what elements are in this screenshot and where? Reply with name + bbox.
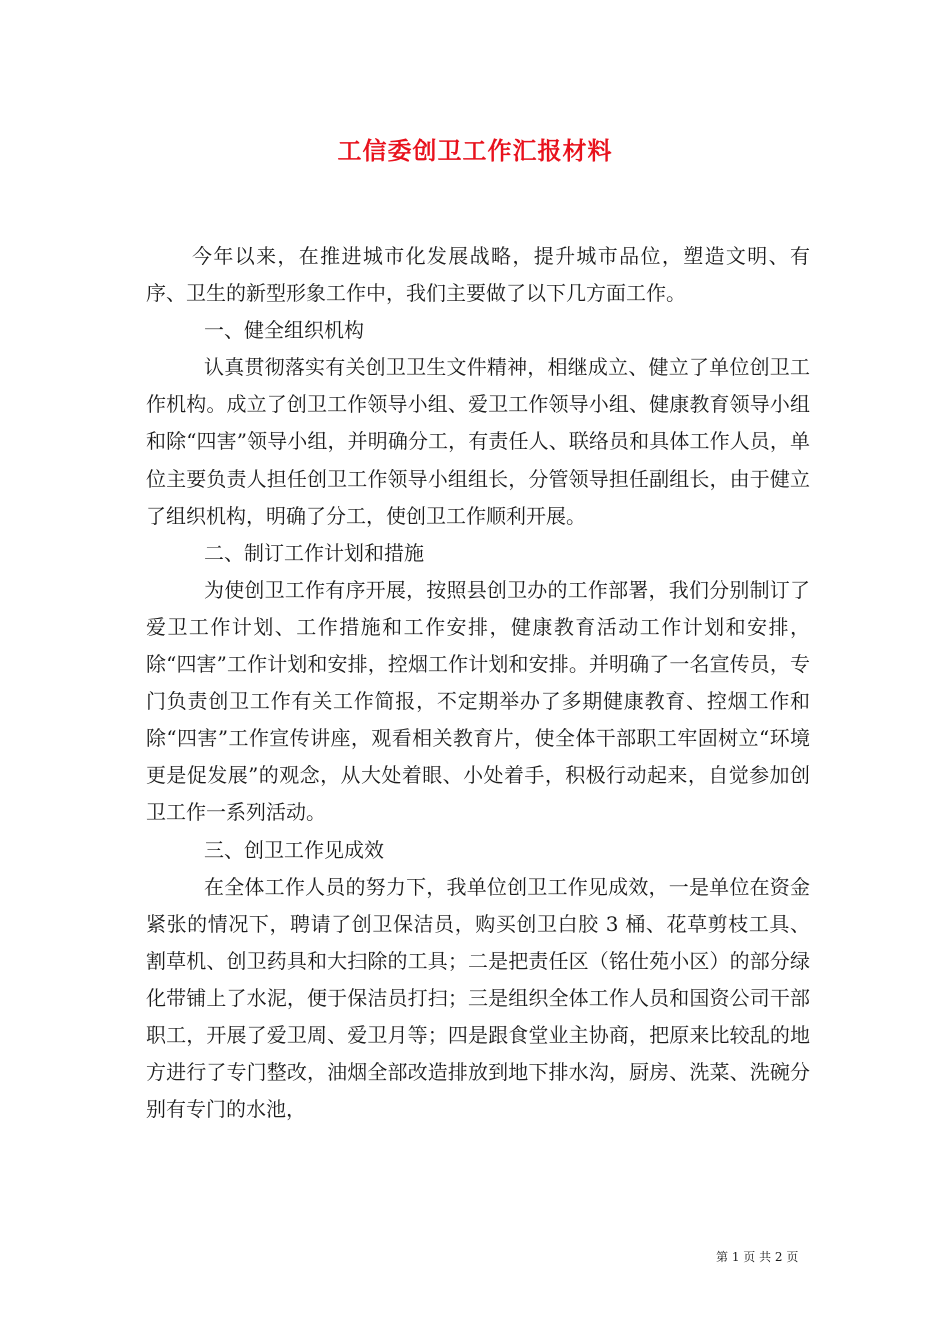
- page-title: 工信委创卫工作汇报材料: [337, 136, 613, 165]
- section-body-2: 为使创卫工作有序开展，按照县创卫办的工作部署，我们分别制订了爱卫工作计划、工作措施和工作安排，健康教育活动工作计划和安排，除“四害”工作计划和安排，控烟工作计划和安排。并明确了一名宣传员，专门负责创卫工作有关工作简报，不定期举办了多期健康教育、控烟工作和除“四害”工作宣传讲座，观看相关教育片，使全体干部职工牢固树立“环境更是促发展”的观念，从大处着眼、小处着手，积极行动起来，自觉参加创卫工作一系列活动。: [146, 577, 810, 825]
- section-body-1: 认真贯彻落实有关创卫卫生文件精神，相继成立、健立了单位创卫工作机构。成立了创卫工作领导小组、爱卫工作领导小组、健康教育领导小组和除“四害”领导小组，并明确分工，有责任人、联络员和具体工作人员，单位主要负责人担任创卫工作领导小组组长，分管领导担任副组长，由于健立了组织机构，明确了分工，使创卫工作顺利开展。: [146, 355, 810, 528]
- document-body: [146, 238, 810, 1128]
- section-heading-3: 三、创卫工作见成效: [204, 837, 384, 862]
- section-heading-2: 二、制订工作计划和措施: [204, 540, 424, 565]
- page-number-footer: 第 1 页 共 2 页: [716, 1250, 799, 1264]
- section-heading-1: 一、健全组织机构: [204, 318, 364, 343]
- intro-paragraph: 今年以来，在推进城市化发展战略，提升城市品位，塑造文明、有序、卫生的新型形象工作中，我们主要做了以下几方面工作。: [146, 244, 810, 306]
- section-body-3: 在全体工作人员的努力下，我单位创卫工作见成效，一是单位在资金紧张的情况下，聘请了创卫保洁员，购买创卫白胶 3 桶、花草剪枝工具、割草机、创卫药具和大扫除的工具；二是把责任区（铭仕苑小区）的部分绿化带铺上了水泥，便于保洁员打扫；三是组织全体工作人员和国资公司干部职工，开展了爱卫周、爱卫月等；四是跟食堂业主协商，把原来比较乱的地方进行了专门整改，油烟全部改造排放到地下排水沟，厨房、洗菜、洗碗分别有专门的水池，: [146, 874, 810, 1122]
